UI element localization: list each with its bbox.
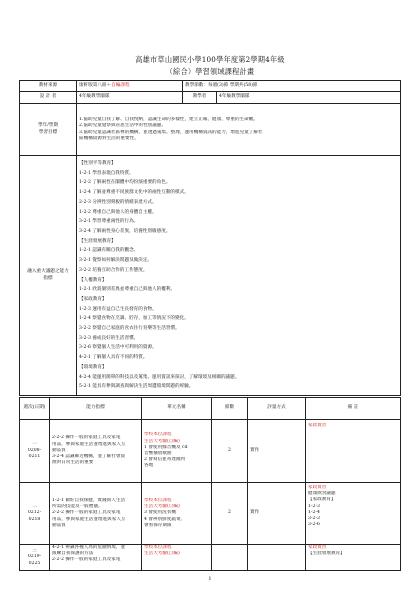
textbook-value-custom: 自編課程 [111,82,130,88]
indicator-line: 3-2-4 了解兩性身心差異，培養性別敏感度。 [79,228,171,234]
ability-line: 3-2-4 認識鄰近機構，並了解社會資 [52,454,126,460]
indicator-line: 【生涯發展教育】 [79,238,116,244]
header-sessions: 節數 [212,398,248,420]
unit-line: 會看保存期限 [144,522,172,528]
week-cell [20,483,50,545]
indicator-line: 3-2-1 覺察如何解決問題及做決定。 [79,258,153,264]
ability-line: 用品，參與家庭生活並增進與家人互 [52,441,126,447]
indicators-label [20,156,77,396]
week-line: 0225 [28,560,41,566]
indicator-line: 【性別平等教育】 [79,161,116,167]
indicator-line: 【家政教育】 [79,296,107,302]
header-notes: 備 註 [306,398,401,420]
indicator-line: 【環境教育】 [79,364,107,370]
notes-line: 3-2-3 [308,516,320,522]
indicator-line: 3-2-2 察覺自己家庭的食衣住行育樂等生活習慣。 [79,326,180,332]
ability-line: 用品，參與家庭生活並增進與家人互 [52,516,126,522]
assessment-cell: 實作 [248,483,306,545]
unit-cell [142,420,212,483]
week-line: 三 [32,548,37,554]
indicators-label-line: 指標 [43,275,53,281]
ability-line: 演練自我保護的方法 [52,551,94,557]
week-line: 二 [32,504,37,510]
ability-line: 2-2-2 操作一般的家庭工具及家電 [52,557,121,563]
week-line: 0212- [27,510,42,516]
indicator-line: 3-2-1 學習尊重兩性的行為。 [79,219,139,225]
textbook-value [77,81,183,92]
goals-label [20,104,77,156]
indicator-line: 4-2-4 能運用簡單的科技以及蒐集、運用資訊來探討，了解環境及相關的議題。 [79,374,240,380]
indicator-line: 1-2-1 認識有關自我的觀念。 [79,248,139,254]
goals-content [77,104,401,156]
indicator-line: 1-2-2 尊重自己與他人的身體自主權。 [79,209,157,215]
ability-line: 動品質 [52,447,66,453]
indicator-line: 3-2-3 養成良好的生活習慣。 [79,335,139,341]
unit-line: 3 會使用洗衣機 [144,510,176,516]
unit-line: 1 會使用綠音機及 cd [144,444,188,450]
page-number: 1 [208,576,212,582]
unit-cell [142,483,212,545]
assessment-cell: 實作 [248,420,306,483]
header-unit: 單元名稱 [142,398,212,420]
notes-cell [306,545,401,571]
indicator-line: 1-2-4 了解並尊重不同族群文化中的兩性互動的模式。 [79,190,189,196]
week-line: 一 [32,441,37,447]
notes-line: 家政實習 [308,485,327,490]
assessment-cell [248,545,306,571]
goal-item: 區機構資源對生活的重要性。 [79,135,139,141]
indicator-line: 1-2-2 了解兩性在團體中均扮演重要的角色。 [79,180,171,186]
goal-item: 2.協助兒童覺察與省思生活中的性別議題。 [79,123,167,129]
unit-line: 音響播放歌曲 [144,451,172,456]
notes-line: 健康飲食議題 [308,491,336,497]
sessions-cell: 2 [212,420,248,483]
indicator-line: 1-2-3 運用有益自己生長發育的食物。 [79,306,157,312]
document-subtitle: （綜合）學習領域課程計畫 [165,67,255,76]
unit-cell [142,545,212,571]
notes-line: 【家政教育】 [308,497,336,503]
goals-label-line: 學年/學期 [38,123,58,129]
notes-line: 家政實習 [308,545,327,550]
indicator-line: 【人權教育】 [79,277,107,283]
indicator-line: 3-2-2 培養互助合作的工作態度。 [79,267,148,273]
unit-line: 生活大考驗(自編) [144,504,180,510]
unit-line: 4 會辨別鮮度蔬菜, [144,516,183,522]
indicator-line: 2-2-3 分辨性別刻板的情緒表達方式。 [79,199,157,205]
notes-line: 1-2-3 [308,503,320,509]
table-row [20,420,401,483]
unit-line: 生活大考驗(自編) [144,551,180,557]
ability-cell [50,545,142,571]
notes-line: 【生涯發展教育】 [308,551,345,557]
weekly-schedule-table [19,397,401,571]
teacher-value: 4年級教學團隊 [217,92,401,104]
textbook-label: 教材來源 [20,81,77,92]
goals-label-line: 學習目標 [38,129,58,135]
ability-line: 源對日常生活的重要 [52,460,94,466]
week-line: 0219- [27,554,42,560]
ability-line: 所需的技能及一般禮儀。 [52,504,103,510]
indicator-line: 3-2-6 察覺個人生活中可利用的資源。 [79,345,157,351]
header-assessment: 評量方式 [248,398,306,420]
unit-line: 學校本位課程 [144,545,172,550]
notes-line: 家政實習 [308,423,327,428]
designer-label: 設 計 者 [20,92,77,104]
week-line: 0218 [28,516,41,522]
week-cell [20,420,50,483]
indicator-line: 5-2-1 能具有參與調查與解決生活周遭環境問題的經驗。 [79,384,194,390]
ability-line: 4-2-1 辨識各種人為的危險情境，並 [52,545,126,550]
indicator-line: 1-2-1 學習表現自我特質。 [79,170,134,176]
indicators-content [77,156,401,396]
indicators-label-line: 融入重大議題之能力 [27,269,69,275]
table-row [20,483,401,545]
unit-line: 學校本位課程 [144,497,172,503]
document-title: 高雄市草山國民小學100學年度第2學期4年級 [135,55,285,64]
indicator-line: 1-2-4 察覺食物在烹調、貯存、加工等情況下的變化。 [79,316,189,322]
ability-line: 2-2-2 操作一般的家庭工具及家電 [52,510,121,516]
notes-cell [306,483,401,545]
goal-item: 3.協助兒童認識社區裡的機構，並透過蒐集、整理，運用機構資訊的能力，增進兒童了解社 [79,129,263,135]
header-ability: 能力指標 [50,398,142,420]
ability-line: 動品質 [52,522,66,528]
ability-line: 2-2-2 操作一般的家庭工具及家電 [52,435,121,441]
week-line: 0208- [27,447,42,453]
notes-line: 1-2-4 [308,509,320,515]
sessions-cell: 2 [212,483,248,545]
unit-line: 2 會寫信並寄達國內 [144,457,186,463]
teacher-label: 教學者 [183,92,217,104]
indicator-line: 4-2-1 了解個人具有不同的特質。 [79,355,148,361]
teaching-hours: 教學節數：每週(3)節 學期共(58)節 [183,81,401,92]
notes-cell [306,420,401,483]
notes-line: 3-2-6 [308,522,320,528]
unit-line: 各地 [144,463,154,469]
designer-value: 4年級教學團隊 [77,92,183,104]
ability-cell [50,420,142,483]
header-week: 週次(日期) [20,398,50,420]
goal-item: 1.協助兒童自我了解、自我悅納，認識生命的多樣性，建立正確、健康、尊重的生命觀。 [79,117,258,123]
sessions-cell [212,545,248,571]
unit-line: 生活大考驗(自編) [144,438,180,444]
week-line: 0211 [28,454,41,460]
week-cell [20,545,50,571]
course-info-table [19,80,401,396]
indicator-line: 1-2-1 欣賞個別差異並尊重自己與他人的權利。 [79,287,176,293]
ability-cell [50,483,142,545]
textbook-value-text: 康軒版第八冊＋ [79,82,112,88]
ability-line: 1-2-1 做好自我保健，實踐與人生活 [52,497,126,503]
unit-line: 學校本位課程 [144,432,172,438]
table-row [20,545,401,571]
